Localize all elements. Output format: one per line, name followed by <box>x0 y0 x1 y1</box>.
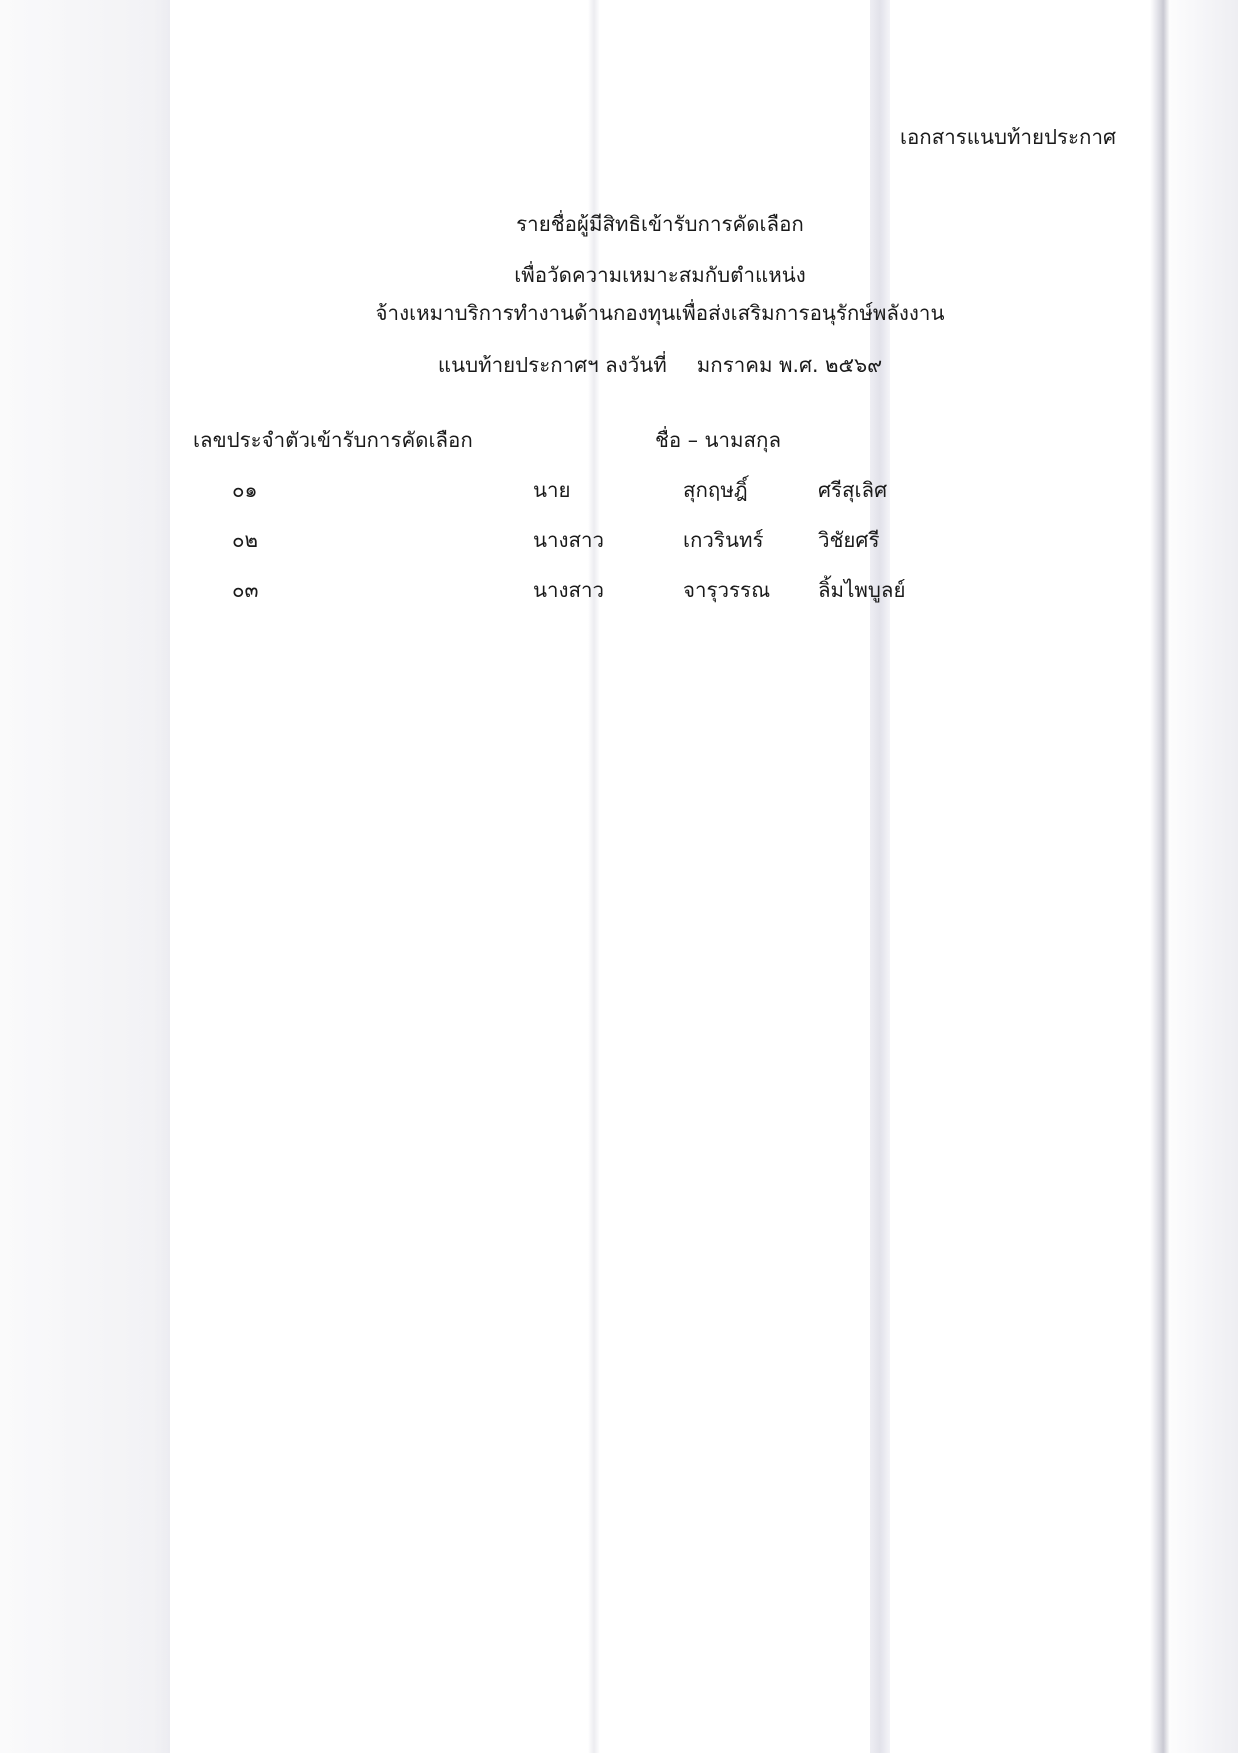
annex-date: มกราคม พ.ศ. ๒๕๖๙ <box>696 353 883 377</box>
candidate-id: ๐๓ <box>232 578 259 602</box>
first-name: จารุวรรณ <box>683 578 771 602</box>
document-subtitle-line2: จ้างเหมาบริการทำงานด้านกองทุนเพื่อส่งเสริมการอนุรักษ์พลังงาน <box>375 301 945 325</box>
document-subtitle-line1: เพื่อวัดความเหมาะสมกับตำแหน่ง <box>514 263 806 287</box>
column-header-name: ชื่อ – นามสกุล <box>655 428 782 452</box>
annex-prefix: แนบท้ายประกาศฯ ลงวันที่ <box>437 353 667 377</box>
attachment-label: เอกสารแนบท้ายประกาศ <box>899 125 1116 149</box>
document-title: รายชื่อผู้มีสิทธิเข้ารับการคัดเลือก <box>516 212 804 236</box>
annex-line <box>160 355 1160 376</box>
table-row <box>0 580 1238 610</box>
candidate-id: ๐๑ <box>232 478 258 502</box>
last-name: ลิ้มไพบูลย์ <box>818 578 906 602</box>
first-name: เกวรินทร์ <box>683 528 764 552</box>
table-row <box>0 480 1238 510</box>
last-name: ศรีสุเลิศ <box>818 478 888 502</box>
column-header-id: เลขประจำตัวเข้ารับการคัดเลือก <box>193 428 473 452</box>
name-prefix: นางสาว <box>533 578 605 602</box>
name-prefix: นางสาว <box>533 528 605 552</box>
table-row <box>0 530 1238 560</box>
name-prefix: นาย <box>533 478 571 502</box>
last-name: วิชัยศรี <box>818 528 880 552</box>
candidate-id: ๐๒ <box>232 528 259 552</box>
first-name: สุกฤษฎิ์ <box>683 478 748 502</box>
